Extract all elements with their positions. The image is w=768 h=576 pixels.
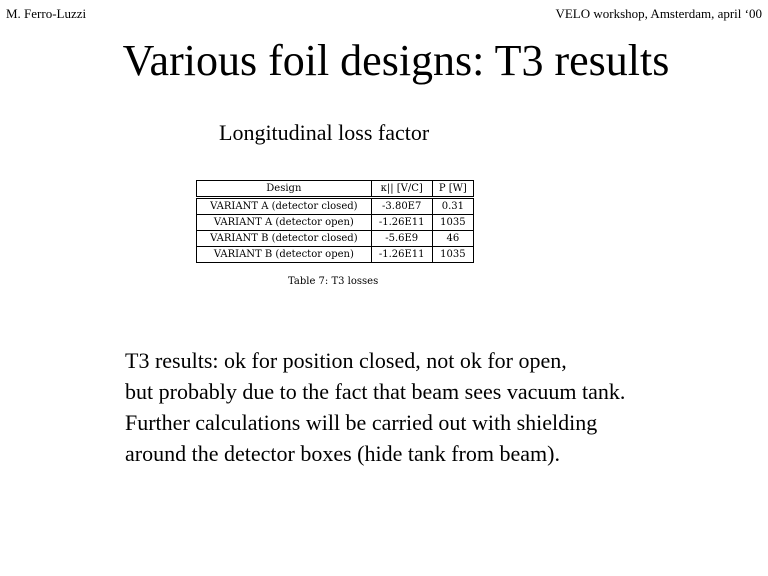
losses-table-container — [196, 180, 474, 263]
table-header-row — [197, 181, 474, 198]
table-cell-power: 1035 — [432, 215, 473, 231]
column-header-power: P [W] — [432, 181, 473, 198]
table-cell-design: VARIANT B (detector closed) — [197, 231, 372, 247]
table-row — [197, 198, 474, 215]
table-cell-design: VARIANT B (detector open) — [197, 247, 372, 263]
paragraph-line: T3 results: ok for position closed, not ok for open, — [125, 348, 567, 373]
slide-subtitle: Longitudinal loss factor — [219, 120, 430, 145]
losses-table — [196, 180, 474, 263]
table-caption: Table 7: T3 losses — [288, 276, 379, 287]
table-row — [197, 231, 474, 247]
table-cell-loss-factor: -1.26E11 — [371, 247, 432, 263]
table-row — [197, 247, 474, 263]
table-cell-power: 46 — [432, 231, 473, 247]
table-cell-loss-factor: -3.80E7 — [371, 198, 432, 215]
table-row — [197, 215, 474, 231]
table-cell-power: 0.31 — [432, 198, 473, 215]
results-paragraph — [125, 345, 765, 469]
table-cell-design: VARIANT A (detector open) — [197, 215, 372, 231]
table-cell-power: 1035 — [432, 247, 473, 263]
paragraph-line: but probably due to the fact that beam sees vacuum tank. — [125, 379, 626, 404]
table-cell-design: VARIANT A (detector closed) — [197, 198, 372, 215]
column-header-design: Design — [197, 181, 372, 198]
paragraph-line: around the detector boxes (hide tank from beam). — [125, 441, 560, 466]
event-header: VELO workshop, Amsterdam, april ‘00 — [555, 6, 762, 21]
column-header-loss-factor: κ|| [V/C] — [371, 181, 432, 198]
slide-title: Various foil designs: T3 results — [122, 36, 670, 85]
paragraph-line: Further calculations will be carried out with shielding — [125, 410, 598, 435]
table-cell-loss-factor: -1.26E11 — [371, 215, 432, 231]
author-header: M. Ferro-Luzzi — [6, 6, 87, 21]
table-cell-loss-factor: -5.6E9 — [371, 231, 432, 247]
